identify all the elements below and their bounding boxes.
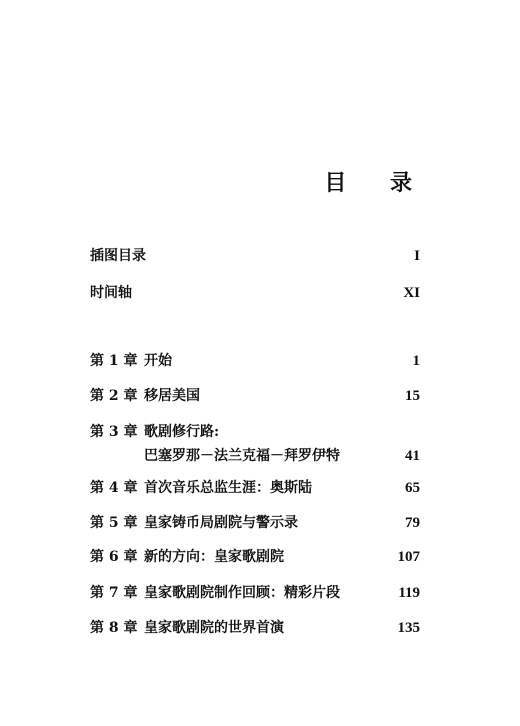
chapter-title	[144, 384, 200, 408]
entry-page: 79	[405, 515, 420, 531]
chapter-title-line: 首次音乐总监生涯：奥斯陆	[144, 480, 312, 496]
chapter-title-line: 皇家歌剧院制作回顾：精彩片段	[144, 585, 340, 601]
entry-page: 119	[398, 585, 420, 601]
chapter-number: 第 3 章	[90, 424, 138, 440]
chapter-number: 第 4 章	[90, 480, 138, 496]
chapter-title-line: 皇家铸币局剧院与警示录	[144, 515, 298, 531]
chapter-title-line: 歌剧修行路:	[144, 424, 220, 440]
entry-page: 107	[397, 549, 420, 565]
chapter-title	[144, 511, 298, 535]
chapter-number: 第 2 章	[90, 388, 138, 404]
chapter-title	[144, 476, 312, 500]
entry-label: 插图目录	[90, 248, 146, 264]
entry-page: 65	[405, 480, 420, 496]
chapter-title-line: 新的方向：皇家歌剧院	[144, 549, 284, 565]
entry-page: 15	[405, 388, 420, 404]
entry-page: 41	[405, 448, 420, 464]
chapter-title-line: 巴塞罗那－法兰克福－拜罗伊特	[144, 448, 340, 464]
entry-page: 1	[412, 353, 420, 369]
chapter-number: 第 7 章	[90, 585, 138, 601]
chapter-number: 第 6 章	[90, 549, 138, 565]
entry-label: 时间轴	[90, 285, 132, 301]
chapter-number: 第 5 章	[90, 515, 138, 531]
toc-heading: 目 录	[324, 170, 430, 196]
chapter-title-line: 开始	[144, 353, 172, 369]
chapter-title	[144, 616, 284, 640]
entry-page: I	[414, 248, 420, 264]
chapter-title-line: 移居美国	[144, 388, 200, 404]
chapter-title	[144, 545, 284, 569]
chapter-title	[144, 420, 340, 468]
chapter-title-line: 皇家歌剧院的世界首演	[144, 620, 284, 636]
chapter-number: 第 8 章	[90, 620, 138, 636]
entry-page: XI	[403, 285, 420, 301]
chapter-title	[144, 349, 172, 373]
chapter-number: 第 1 章	[90, 353, 138, 369]
chapter-title	[144, 581, 340, 605]
entry-page: 135	[397, 620, 420, 636]
